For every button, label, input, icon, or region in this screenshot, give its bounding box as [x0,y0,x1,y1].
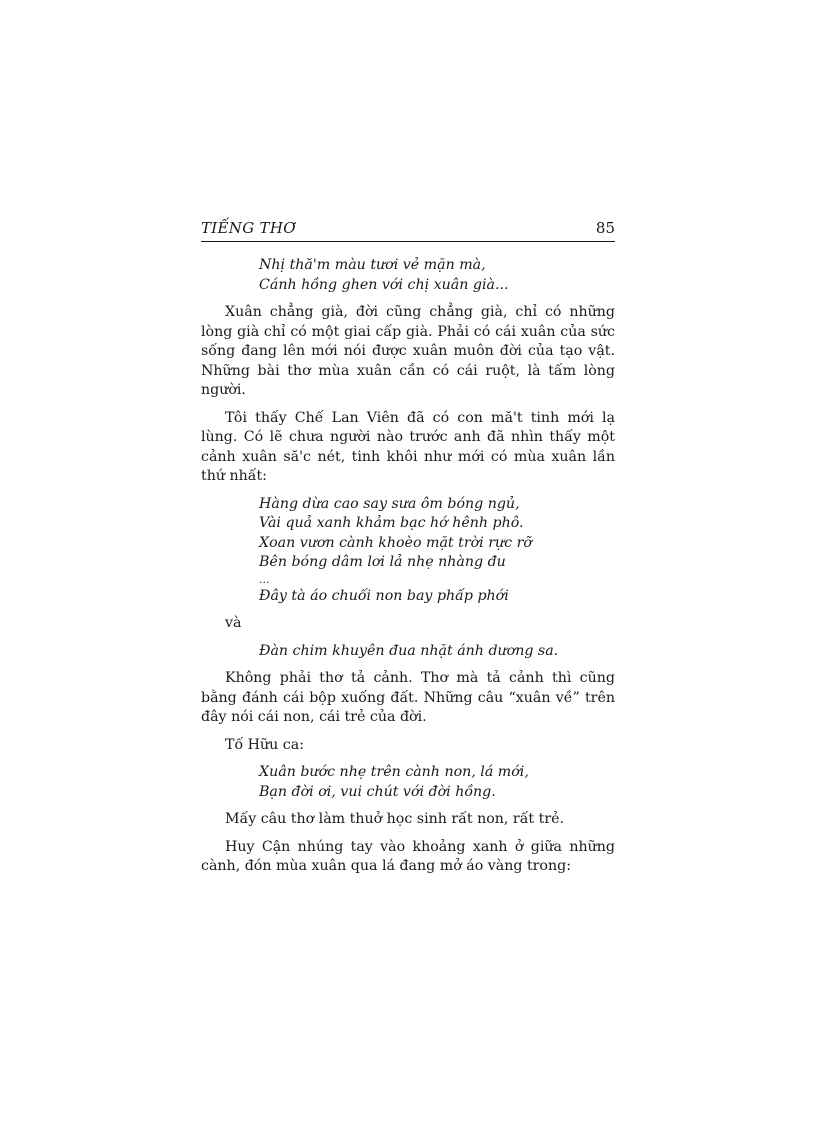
verse-line: Hàng dừa cao say sưa ôm bóng ngủ, [259,495,520,512]
paragraph-1: Xuân chẳng già, đời cũng chẳng già, chỉ có những lòng già chỉ có một giai cấp già. Phải có cái xuân của sức sống đang lên mới nói được xuân muôn đời của tạo vật. Những bài thơ mùa xuân cần có cái ruột, là tấm lòng người. [201,304,615,398]
connector-word: và [225,615,242,631]
paragraph-4: Tố Hữu ca: [225,736,304,753]
paragraph-5: Mấy câu thơ làm thuở học sinh rất non, rất trẻ. [225,811,565,827]
verse-block-4 [201,763,615,802]
verse-line: Xoan vươn cành khoèo mặt trời rực rỡ [259,534,532,551]
verse-line: Xuân bước nhẹ trên cành non, lá mới, [259,764,529,780]
verse-line: Nhị thă'm màu tươi vẻ mặn mà, [259,257,486,273]
chapter-title: TIẾNG THƠ [201,219,296,237]
verse-line: Bên bóng dâm lơi lả nhẹ nhàng đu [259,554,506,570]
page-number: 85 [595,219,615,237]
verse-ellipsis: ... [259,572,270,586]
verse-line: Vài quả xanh khảm bạc hớ hênh phô. [259,515,524,531]
paragraph-3: Không phải thơ tả cảnh. Thơ mà tả cảnh thì cũng bằng đánh cái bộp xuống đất. Những câu “xuân về” trên đây nói cái non, cái trẻ của đời. [201,670,615,725]
paragraph-6: Huy Cận nhúng tay vào khoảng xanh ở giữa những cành, đón mùa xuân qua lá đang mở áo vàng trong: [201,838,615,874]
verse-line: Đàn chim khuyên đua nhặt ánh dương sa. [259,642,559,659]
verse-block-1 [201,256,615,295]
running-header [201,212,615,242]
book-page [201,212,615,885]
paragraph-2: Tôi thấy Chế Lan Viên đã có con mă't tinh mới lạ lùng. Có lẽ chưa người nào trước anh đã nhìn thấy một cảnh xuân să'c nét, tinh khôi như mới có mùa xuân lần thứ nhất: [201,409,615,484]
verse-line: Bạn đời ơi, vui chút với đời hồng. [259,783,496,800]
verse-block-2 [201,495,615,607]
verse-line: Cánh hồng ghen với chị xuân già... [259,276,509,293]
verse-line: Đây tà áo chuối non bay phấp phới [259,587,509,604]
verse-block-3 [201,642,615,662]
page-body [201,256,615,877]
